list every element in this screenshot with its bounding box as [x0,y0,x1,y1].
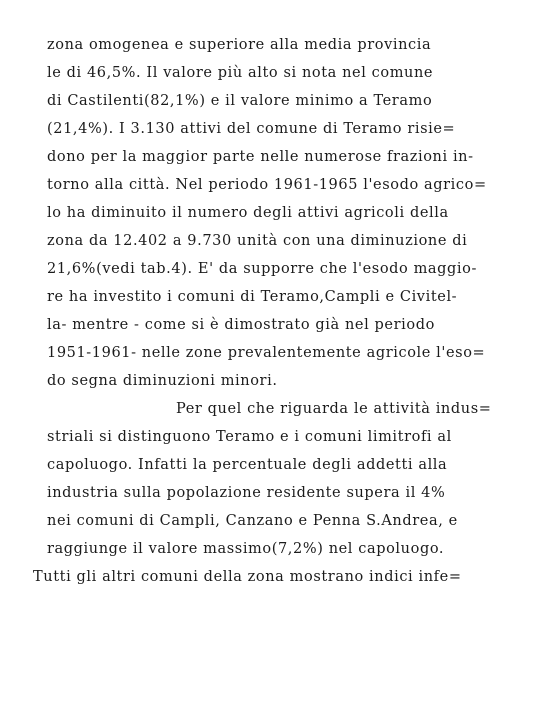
text-line-6: torno alla città. Nel periodo 1961-1965 l'esodo agrico= [47,177,487,193]
text-line-3: di Castilenti(82,1%) e il valore minimo a Teramo [47,93,433,109]
text-line-19: raggiunge il valore massimo(7,2%) nel capoluogo. [47,541,445,557]
text-line-7: lo ha diminuito il numero degli attivi agricoli della [47,205,449,221]
text-line-15: striali si distinguono Teramo e i comuni limitrofi al [47,429,452,445]
text-line-13: do segna diminuzioni minori. [47,373,278,389]
text-line-16: capoluogo. Infatti la percentuale degli addetti alla [47,457,448,473]
text-line-9: 21,6%(vedi tab.4). E' da supporre che l'esodo maggio- [47,261,477,277]
text-line-8: zona da 12.402 a 9.730 unità con una diminuzione di [47,233,468,249]
text-line-1: zona omogenea e superiore alla media provincia [47,37,432,53]
text-line-18: nei comuni di Campli, Canzano e Penna S.Andrea, e [47,513,458,529]
text-line-2: le di 46,5%. Il valore più alto si nota nel comune [47,65,434,81]
text-line-5: dono per la maggior parte nelle numerose frazioni in- [47,149,474,165]
text-line-12: 1951-1961- nelle zone prevalentemente agricole l'eso= [47,345,486,361]
text-line-17: industria sulla popolazione residente supera il 4% [47,485,446,501]
text-line-20: Tutti gli altri comuni della zona mostrano indici infe= [33,569,462,585]
text-line-10: re ha investito i comuni di Teramo,Campli e Civitel- [47,289,458,305]
text-line-4: (21,4%). I 3.130 attivi del comune di Teramo risie= [47,121,456,137]
text-line-14: Per quel che riguarda le attività indus= [176,401,492,417]
text-line-11: la- mentre - come si è dimostrato già nel periodo [47,317,435,333]
